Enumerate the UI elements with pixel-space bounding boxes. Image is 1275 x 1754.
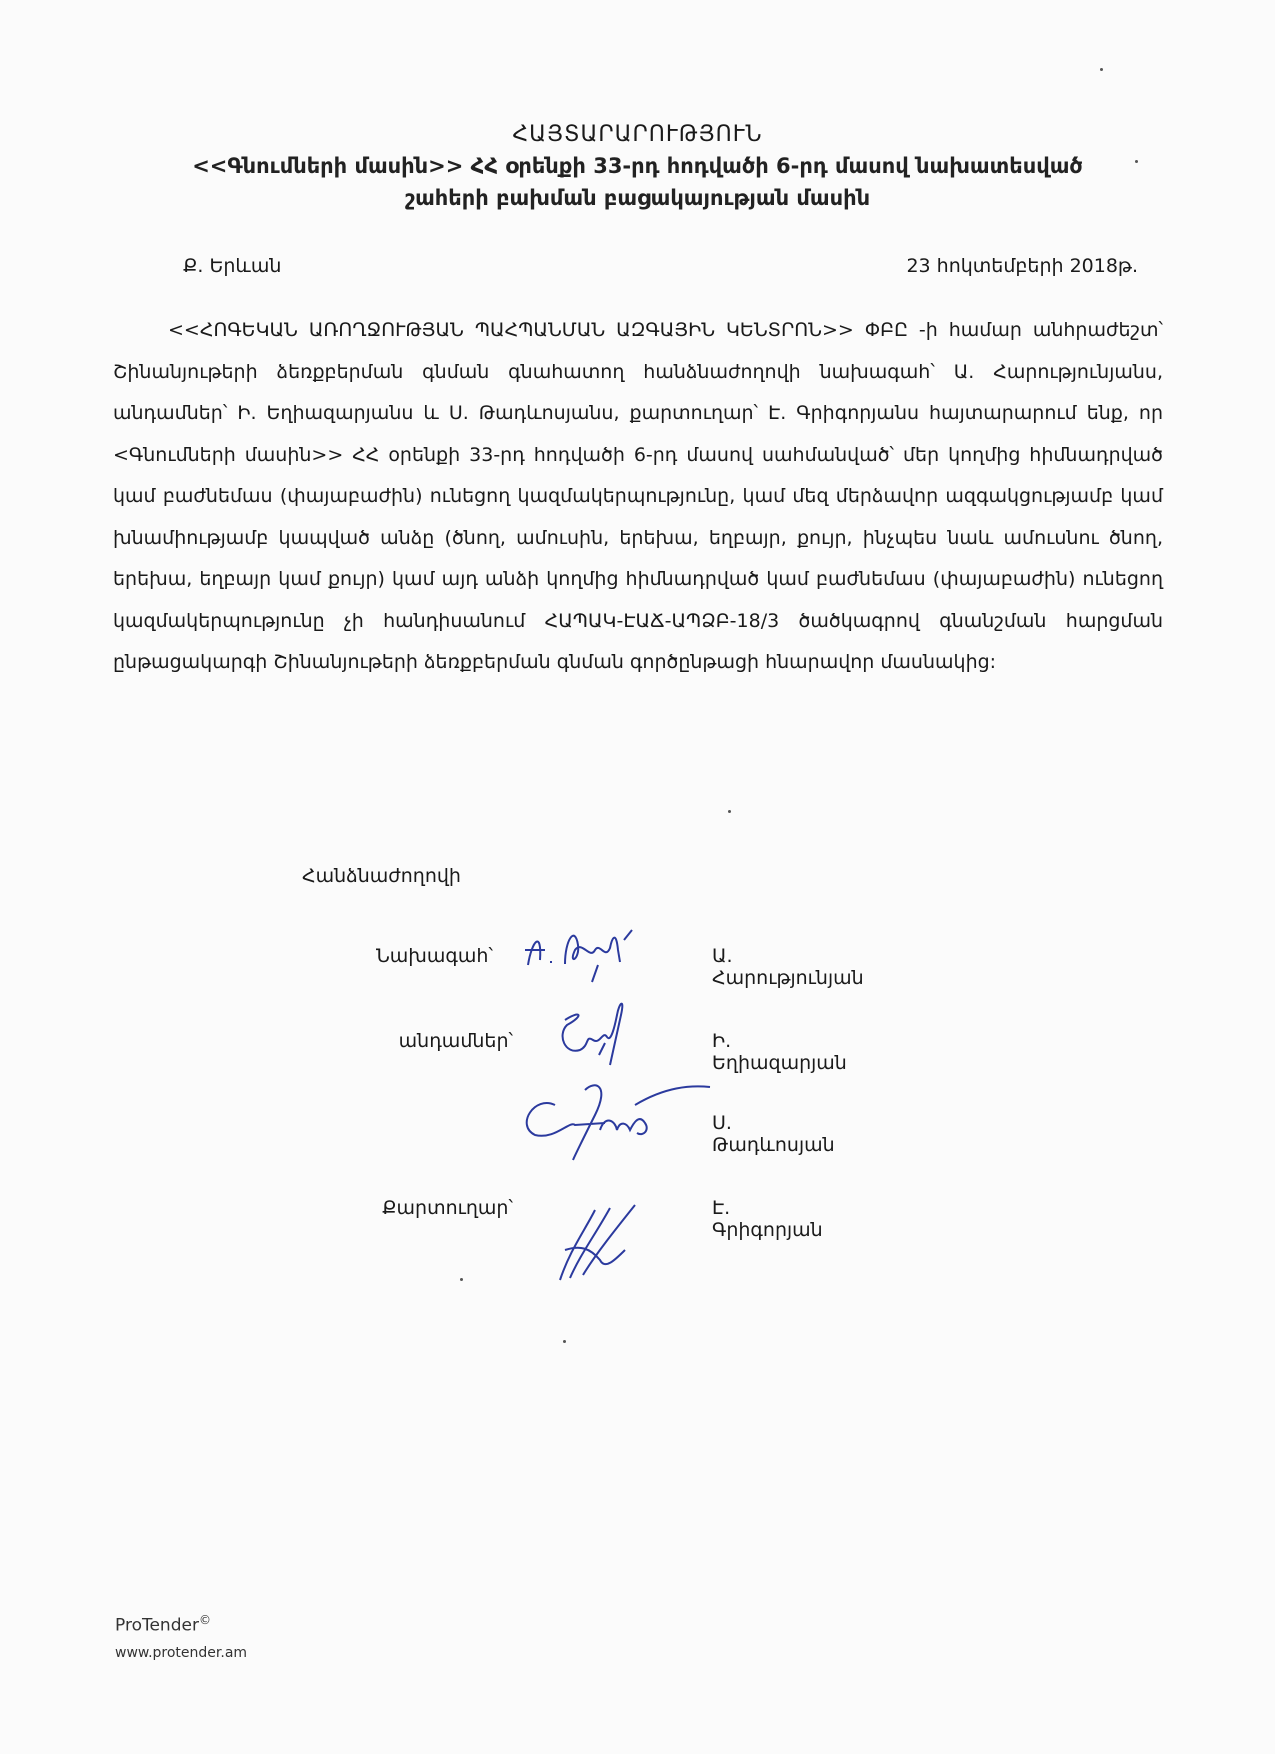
footer-url[interactable]: www.protender.am xyxy=(115,1645,248,1661)
scan-speck xyxy=(1100,68,1103,71)
signature xyxy=(520,920,650,994)
scan-speck xyxy=(1135,160,1138,163)
signature xyxy=(515,1075,715,1169)
signatory-name: Ա. Հարությունյան xyxy=(712,945,864,989)
scan-speck xyxy=(460,1278,463,1281)
footer-brand xyxy=(115,1613,211,1636)
signatory-name: Ի. Եղիազարյան xyxy=(712,1030,847,1074)
signatory-name: Է. Գրիգորյան xyxy=(712,1197,823,1241)
document-subtitle-line1: <<Գնումների մասին>> ՀՀ օրենքի 33-րդ հոդվածի 6-րդ մասով նախատեսված xyxy=(192,154,1083,178)
title-block xyxy=(0,120,1275,214)
signatory-name: Ս. Թադևոսյան xyxy=(712,1112,835,1156)
committee-header: Հանձնաժողովի xyxy=(302,865,461,887)
signatory-role: Նախագահ՝ xyxy=(375,945,493,967)
document-title: ՀԱՅՏԱՐԱՐՈՒԹՅՈՒՆ xyxy=(512,122,763,147)
signatory-role: Քարտուղար՝ xyxy=(382,1197,513,1219)
document-subtitle-line2: շահերի բախման բացակայության մասին xyxy=(404,186,871,210)
date: 23 հոկտեմբերի 2018թ. xyxy=(906,255,1138,277)
scan-speck xyxy=(728,810,731,813)
brand-name: ProTender xyxy=(115,1615,199,1636)
signature xyxy=(555,1200,655,1289)
body-paragraph: <<ՀՈԳԵԿԱՆ ԱՌՈՂՋՈՒԹՅԱՆ ՊԱՀՊԱՆՄԱՆ ԱԶԳԱՅԻՆ ԿԵՆՏՐՈՆ>> ՓԲԸ -ի համար անհրաժեշտ՝ Շինանյութերի ձեռքբերման գնման գնահատող հանձնաժողովի նախագահ՝ Ա. Հարությունյանս, անդամներ՝ Ի. Եղիազարյանս և Ս. Թադևոսյանս, քարտուղար՝ Է. Գրիգորյանս հայտարարում ենք, որ <Գնումների մասին>> ՀՀ օրենքի 33-րդ հոդվածի 6-րդ մասով սահմանված՝ մեր կողմից հիմնադրված կամ բաժնեմաս (փայաբաժին) ունեցող կազմակերպությունը, կամ մեզ մերձավոր ազգակցությամբ կամ խնամիությամբ կապված անձը (ծնող, ամուսին, երեխա, եղբայր, քույր, ինչպես նաև ամուսնու ծնող, երեխա, եղբայր կամ քույր) կամ այդ անձի կողմից հիմնադրված կամ բաժնեմաս (փայաբաժին) ունեցող կազմակերպությունը չի հանդիսանում ՀԱՊԱԿ-ԷԱՃ-ԱՊՁԲ-18/3 ծածկագրով գնանշման հարցման ընթացակարգի Շինանյութերի ձեռքբերման գնման գործընթացի հնարավոր մասնակից: xyxy=(113,319,1163,673)
city: Ք. Երևան xyxy=(183,255,282,277)
signatory-role: անդամներ՝ xyxy=(398,1030,513,1052)
signature xyxy=(555,995,645,1074)
copyright-mark: © xyxy=(198,1613,211,1627)
scan-speck xyxy=(563,1340,566,1343)
